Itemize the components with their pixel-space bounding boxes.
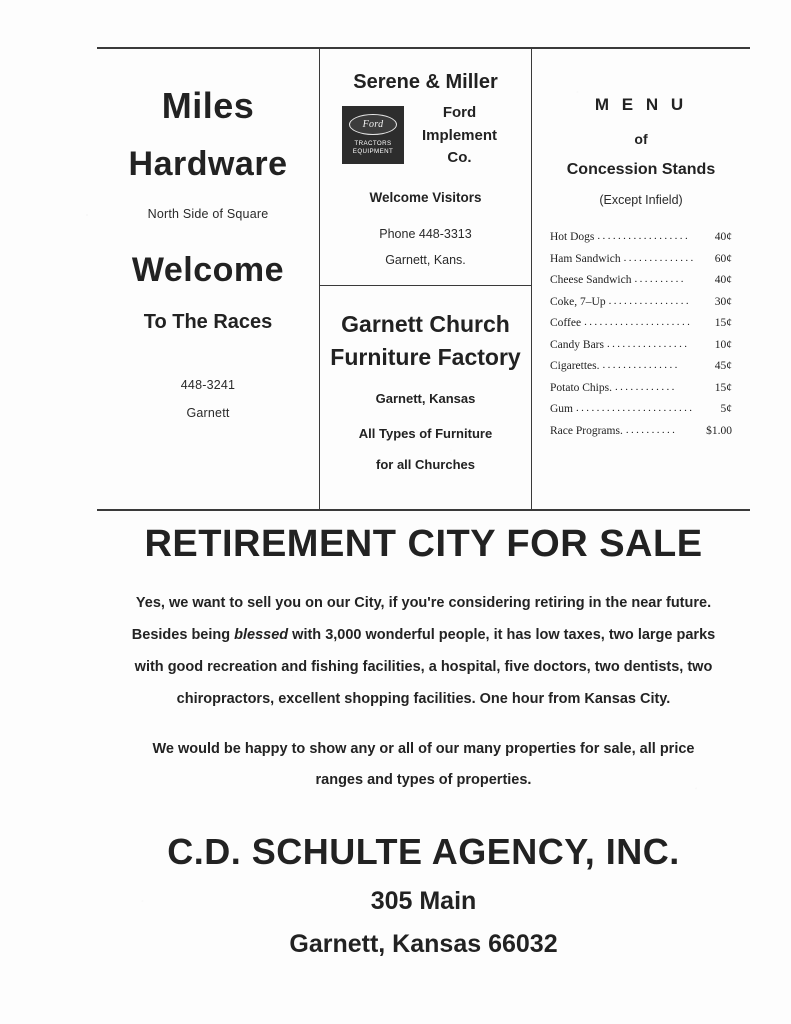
menu-leader-dots: .................. — [597, 230, 691, 242]
menu-leader-dots: ............ — [614, 380, 677, 393]
ford-company-lines — [404, 100, 515, 170]
menu-item-name: Potato Chips. — [550, 381, 612, 394]
advertisement-block — [97, 47, 750, 511]
agency-street: 305 Main — [370, 887, 477, 916]
menu-leader-dots: ................ — [608, 294, 691, 307]
menu-row — [550, 360, 732, 372]
menu-row — [550, 274, 732, 286]
retirement-paragraph-1 — [97, 588, 750, 716]
ford-badge-line1: TRACTORS — [354, 139, 392, 147]
menu-row — [550, 231, 732, 243]
agency-city: Garnett, Kansas 66032 — [289, 930, 558, 959]
menu-leader-dots: .............. — [623, 251, 696, 264]
menu-leader-dots: ................ — [606, 337, 690, 350]
menu-item-price: 60¢ — [714, 252, 732, 265]
miles-name-line2: Hardware — [128, 144, 288, 183]
menu-item-name: Coke, 7–Up — [550, 295, 606, 308]
serene-phone: Phone 448-3313 — [379, 226, 472, 241]
serene-welcome: Welcome Visitors — [369, 189, 482, 205]
ford-line2: Implement — [421, 126, 497, 144]
miles-city: Garnett — [186, 406, 230, 421]
church-title-line1: Garnett Church — [341, 311, 510, 337]
menu-row — [550, 317, 732, 329]
ad-serene-miller-ford — [320, 49, 531, 286]
retirement-line-2a: Besides being — [131, 626, 235, 643]
concession-menu — [532, 49, 750, 509]
serene-title: Serene & Miller — [353, 71, 498, 93]
menu-item-name: Ham Sandwich — [550, 252, 621, 265]
menu-leader-dots: ....................... — [576, 402, 695, 414]
menu-item-price: $1.00 — [706, 424, 732, 437]
church-city: Garnett, Kansas — [375, 390, 476, 406]
menu-leader-dots: ............... — [602, 359, 680, 371]
ford-line3: Co. — [447, 149, 472, 166]
menu-item-name: Candy Bars — [550, 338, 604, 351]
ford-line1: Ford — [442, 104, 477, 121]
church-title-line2: Furniture Factory — [330, 344, 521, 371]
menu-item-price: 10¢ — [714, 338, 732, 351]
menu-item-price: 5¢ — [720, 403, 732, 415]
menu-item-name: Gum — [550, 403, 573, 415]
menu-of-label: of — [634, 131, 648, 147]
menu-item-list — [550, 231, 732, 437]
miles-races-line: To The Races — [143, 311, 273, 334]
menu-row — [550, 403, 732, 415]
ad-garnett-church-furniture — [320, 286, 531, 509]
menu-row — [550, 425, 732, 437]
menu-leader-dots: ..................... — [584, 316, 693, 328]
menu-leader-dots: .......... — [625, 423, 678, 436]
agency-name: C.D. SCHULTE AGENCY, INC. — [167, 831, 680, 873]
menu-item-name: Coffee — [550, 317, 582, 329]
miles-location: North Side of Square — [147, 207, 269, 222]
church-line1: All Types of Furniture — [358, 425, 493, 441]
ford-badge-line2: EQUIPMENT — [352, 148, 394, 155]
ford-logo-icon — [342, 106, 404, 164]
ford-oval-text: Ford — [349, 114, 397, 135]
menu-row — [550, 296, 732, 308]
menu-row — [550, 382, 732, 394]
menu-item-name: Race Programs. — [550, 424, 623, 437]
church-title — [320, 308, 531, 375]
menu-item-name: Cigarettes. — [550, 360, 600, 372]
retirement-line-2 — [105, 620, 742, 652]
menu-item-price: 40¢ — [714, 231, 732, 243]
menu-leader-dots: .......... — [634, 273, 686, 285]
menu-row — [550, 253, 732, 265]
menu-item-price: 30¢ — [714, 295, 732, 308]
menu-note: (Except Infield) — [599, 193, 683, 207]
retirement-line-2b: with 3,000 wonderful people, it has low taxes, two large parks — [288, 626, 716, 643]
retirement-line-2-emphasis: blessed — [234, 626, 289, 643]
retirement-p2-line-1: We would be happy to show any or all of our many properties for sale, all price — [152, 740, 695, 757]
ad-retirement-city — [97, 515, 750, 959]
menu-heading: M E N U — [594, 95, 688, 114]
menu-item-name: Hot Dogs — [550, 231, 595, 243]
menu-item-price: 15¢ — [714, 381, 732, 394]
menu-item-price: 15¢ — [714, 317, 732, 329]
retirement-headline: RETIREMENT CITY FOR SALE — [144, 523, 703, 565]
menu-item-price: 40¢ — [714, 274, 732, 286]
ad-miles-hardware — [97, 49, 319, 509]
miles-name-line1: Miles — [161, 85, 255, 126]
retirement-paragraph-2 — [97, 734, 750, 798]
miles-phone: 448-3241 — [180, 378, 236, 393]
miles-welcome: Welcome — [131, 251, 285, 290]
retirement-line-3: with good recreation and fishing facilities, a hospital, five doctors, two dentists, two — [134, 658, 713, 675]
menu-row — [550, 339, 732, 351]
menu-item-name: Cheese Sandwich — [550, 274, 632, 286]
serene-city: Garnett, Kans. — [385, 252, 466, 267]
church-line2: for all Churches — [376, 456, 475, 472]
menu-subject: Concession Stands — [566, 161, 716, 178]
ford-logo-row — [320, 100, 531, 170]
retirement-line-4: chiropractors, excellent shopping facilities. One hour from Kansas City. — [176, 690, 671, 707]
ford-badge-subtext — [353, 140, 393, 157]
retirement-line-1: Yes, we want to sell you on our City, if you're considering retiring in the near future. — [135, 595, 712, 611]
ad-middle-column — [319, 49, 532, 509]
retirement-p2-line-2: ranges and types of properties. — [315, 772, 532, 789]
menu-item-price: 45¢ — [714, 360, 732, 372]
